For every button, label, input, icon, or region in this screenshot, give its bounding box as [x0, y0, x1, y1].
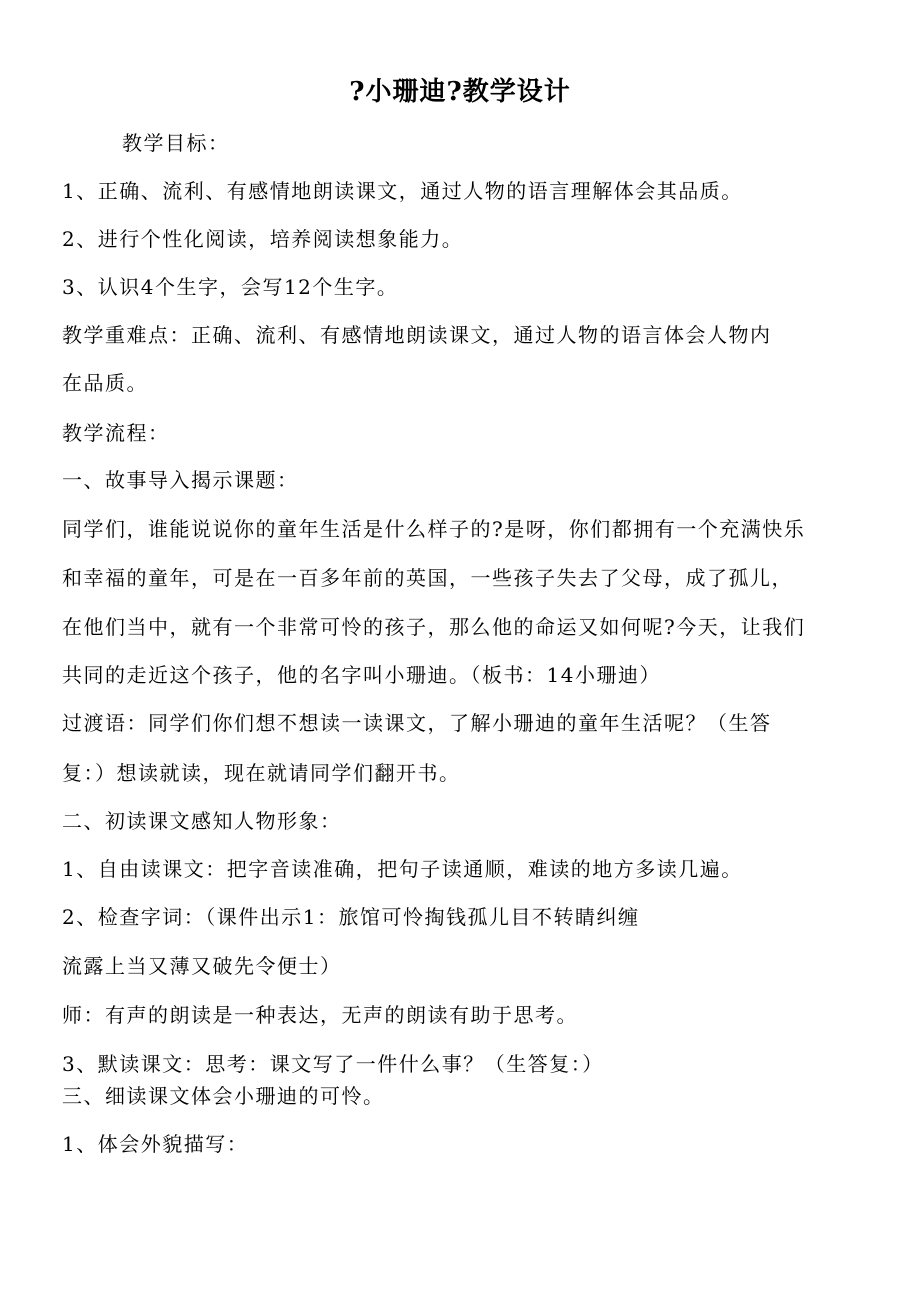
objective-3: 3、认识4个生字，会写12个生字。 — [62, 275, 399, 299]
section-heading-objectives: 教学目标： — [122, 131, 230, 155]
part-2-heading: 二、初读课文感知人物形象： — [62, 809, 342, 833]
intro-paragraph-line-2: 和幸福的童年，可是在一百多年前的英国，一些孩子失去了父母，成了孤儿， — [62, 566, 793, 590]
key-difficulty-line-2: 在品质。 — [62, 371, 148, 395]
intro-paragraph-line-3: 在他们当中，就有一个非常可怜的孩子，那么他的命运又如何呢?今天，让我们 — [62, 615, 806, 639]
intro-paragraph-line-4: 共同的走近这个孩子，他的名字叫小珊迪。（板书：14小珊迪） — [62, 663, 661, 687]
part-1-heading: 一、故事导入揭示课题： — [62, 468, 299, 492]
step-3-silent-reading: 3、默读课文：思考：课文写了一件什么事？（生答复：） — [62, 1052, 604, 1076]
step-2-check-words-line-2: 流露上当又薄又破先令便士） — [62, 954, 342, 978]
transition-line-1: 过渡语：同学们你们想不想读一读课文，了解小珊迪的童年生活呢？（生答 — [62, 711, 772, 735]
objective-2: 2、进行个性化阅读，培养阅读想象能力。 — [62, 227, 464, 251]
transition-line-2: 复：）想读就读，现在就请同学们翻开书。 — [62, 761, 461, 785]
document-title: ?小珊迪?教学设计 — [349, 77, 571, 107]
section-heading-process: 教学流程： — [62, 421, 170, 445]
objective-1: 1、正确、流利、有感情地朗读课文，通过人物的语言理解体会其品质。 — [62, 179, 743, 203]
teacher-remark: 师：有声的朗读是一种表达，无声的朗读有助于思考。 — [62, 1003, 578, 1027]
key-difficulty-line-1: 教学重难点：正确、流利、有感情地朗读课文，通过人物的语言体会人物内 — [62, 323, 772, 347]
intro-paragraph-line-1: 同学们，谁能说说你的童年生活是什么样子的?是呀，你们都拥有一个充满快乐 — [62, 517, 806, 541]
step-2-check-words-line-1: 2、检查字词：（课件出示1：旅馆可怜掏钱孤儿目不转睛纠缠 — [62, 905, 640, 929]
part-3-heading: 三、细读课文体会小珊迪的可怜。 — [62, 1084, 385, 1108]
step-appearance-description: 1、体会外貌描写： — [62, 1132, 249, 1156]
step-1-free-reading: 1、自由读课文：把字音读准确，把句子读通顺，难读的地方多读几遍。 — [62, 857, 743, 881]
